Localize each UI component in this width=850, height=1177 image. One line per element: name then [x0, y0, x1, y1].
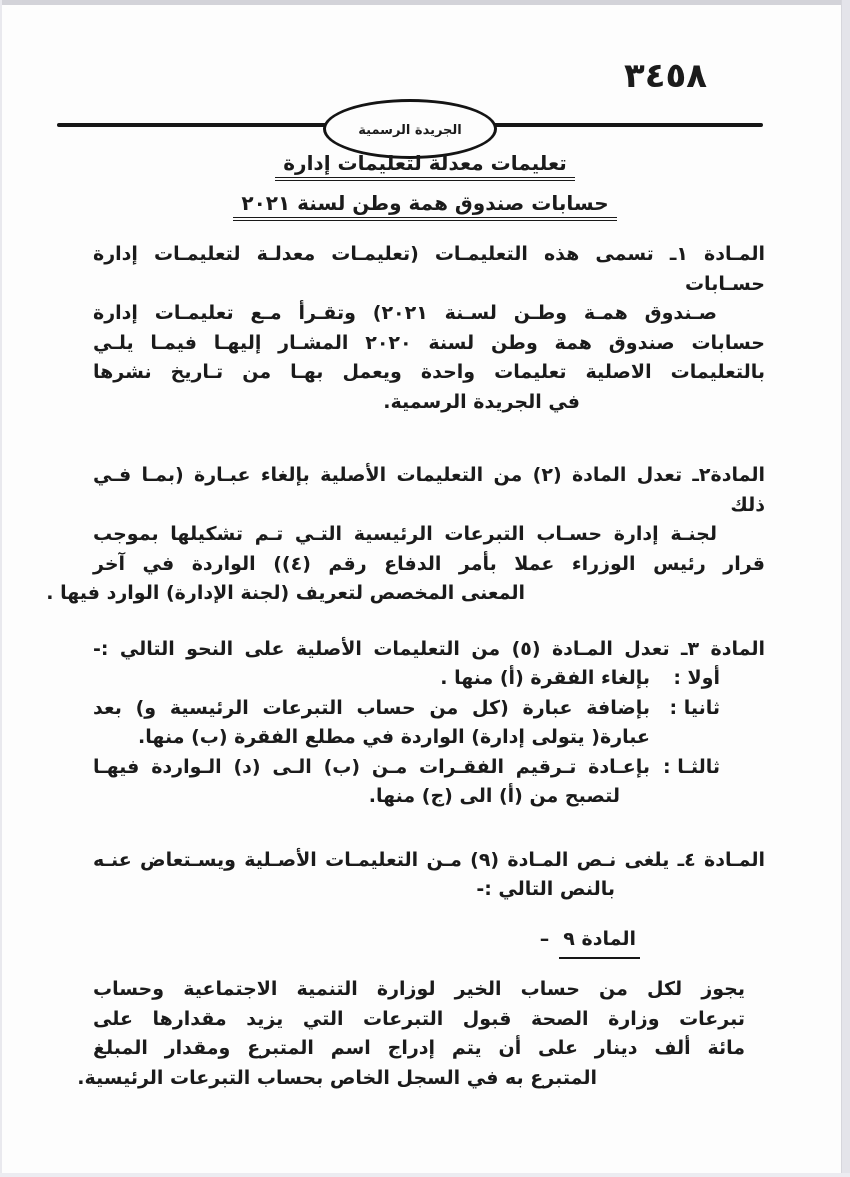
text-line: المتبرع به في السجل الخاص بحساب التبرعات الرئيسية.: [77, 1066, 597, 1089]
document-title: [0, 153, 850, 221]
text-line: المعنى المخصص لتعريف (لجنة الإدارة) الوارد فيها .: [46, 582, 525, 604]
article-9-body: [77, 975, 765, 1093]
text-line: يجوز لكل من حساب الخير لوزارة التنمية الاجتماعية وحساب: [93, 978, 745, 1000]
clause-text: [93, 694, 650, 753]
text-line: لتصبح من (أ) الى (ج) منها.: [368, 785, 620, 807]
clause-second: [93, 694, 765, 753]
text-line: المادة٢ـ تعدل المادة (٢) من التعليمات الأصلية بإلغاء عبـارة (بمـا فـي ذلك: [93, 464, 766, 516]
article-9-heading-text: المادة ٩: [559, 925, 640, 960]
text-line: صـندوق همـة وطـن لسـنة ٢٠٢١) وتقـرأ مـع تعليمـات إدارة: [93, 302, 717, 324]
text-line: قرار رئيس الوزراء عملا بأمر الدفاع رقم (٤)) الواردة في آخر: [93, 552, 765, 575]
gazette-badge-label: الجريدة الرسمية: [358, 122, 462, 138]
article-4: [93, 846, 765, 905]
clause-first: [93, 664, 765, 694]
text-line: بالنص التالي :-: [476, 878, 615, 900]
text-line: تبرعات وزارة الصحة قبول التبرعات التي يزيد مقدارها على: [93, 1007, 745, 1030]
text-line: مائة ألف دينار على أن يتم إدراج اسم المتبرع ومقدار المبلغ: [93, 1037, 745, 1059]
text-line: بإعـادة تـرقيم الفقـرات مـن (ب) الـى (د) الـواردة فيهـا: [93, 755, 650, 778]
text-line: المـادة ٤ـ يلغى نـص المـادة (٩) مـن التعليمـات الأصـلية ويسـتعاض عنـه: [93, 848, 765, 871]
article-2: [46, 461, 766, 609]
clause-text: [93, 753, 650, 812]
gazette-oval-badge: [323, 99, 497, 159]
scan-edge-bottom: [0, 1173, 850, 1177]
article-1: [93, 240, 765, 417]
clause-third: [93, 753, 765, 812]
page-number: ٣٤٥٨: [623, 56, 707, 96]
text-line: في الجريدة الرسمية.: [383, 390, 580, 413]
text-line: بإضافة عبارة (كل من حساب التبرعات الرئيسية و) بعد: [93, 696, 650, 719]
text-line: المـادة ١ـ تسمى هذه التعليمـات (تعليمـات معدلـة لتعليمـات إدارة حسـابات: [93, 243, 765, 295]
article-9-heading: [93, 925, 765, 960]
text-line: لجنـة إدارة حسـاب التبرعات الرئيسية التـي تـم تشكيلها بموجب: [93, 523, 717, 545]
clause-label: ثالثـا :: [663, 755, 720, 778]
document-body: [46, 240, 766, 1093]
clause-label: ثانيا :: [669, 696, 720, 719]
doc-title-line-2: حسابات صندوق همة وطن لسنة ٢٠٢١: [0, 193, 850, 221]
text-line: حسابات صندوق همة وطن لسنة ٢٠٢٠ المشـار إليهـا فيمـا يلـي: [93, 331, 765, 354]
scan-edge-top: [0, 0, 850, 5]
text-line: بالتعليمات الاصلية تعليمات واحدة ويعمل بهـا من تـاريخ نشرها: [93, 361, 765, 383]
text-line: بإلغاء الفقرة (أ) منها .: [440, 667, 650, 689]
clause-label: أولا :: [673, 667, 720, 689]
clause-text: [93, 664, 650, 694]
text-line: عبارة( يتولى إدارة) الواردة في مطلع الفقرة (ب) منها.: [138, 726, 650, 748]
article-9-heading-dash: –: [539, 927, 550, 950]
doc-title-line-1: تعليمات معدلة لتعليمات إدارة: [0, 153, 850, 181]
text-line: المادة ٣ـ تعدل المـادة (٥) من التعليمات الأصلية على النحو التالي :-: [93, 637, 765, 660]
article-3: [93, 635, 765, 812]
